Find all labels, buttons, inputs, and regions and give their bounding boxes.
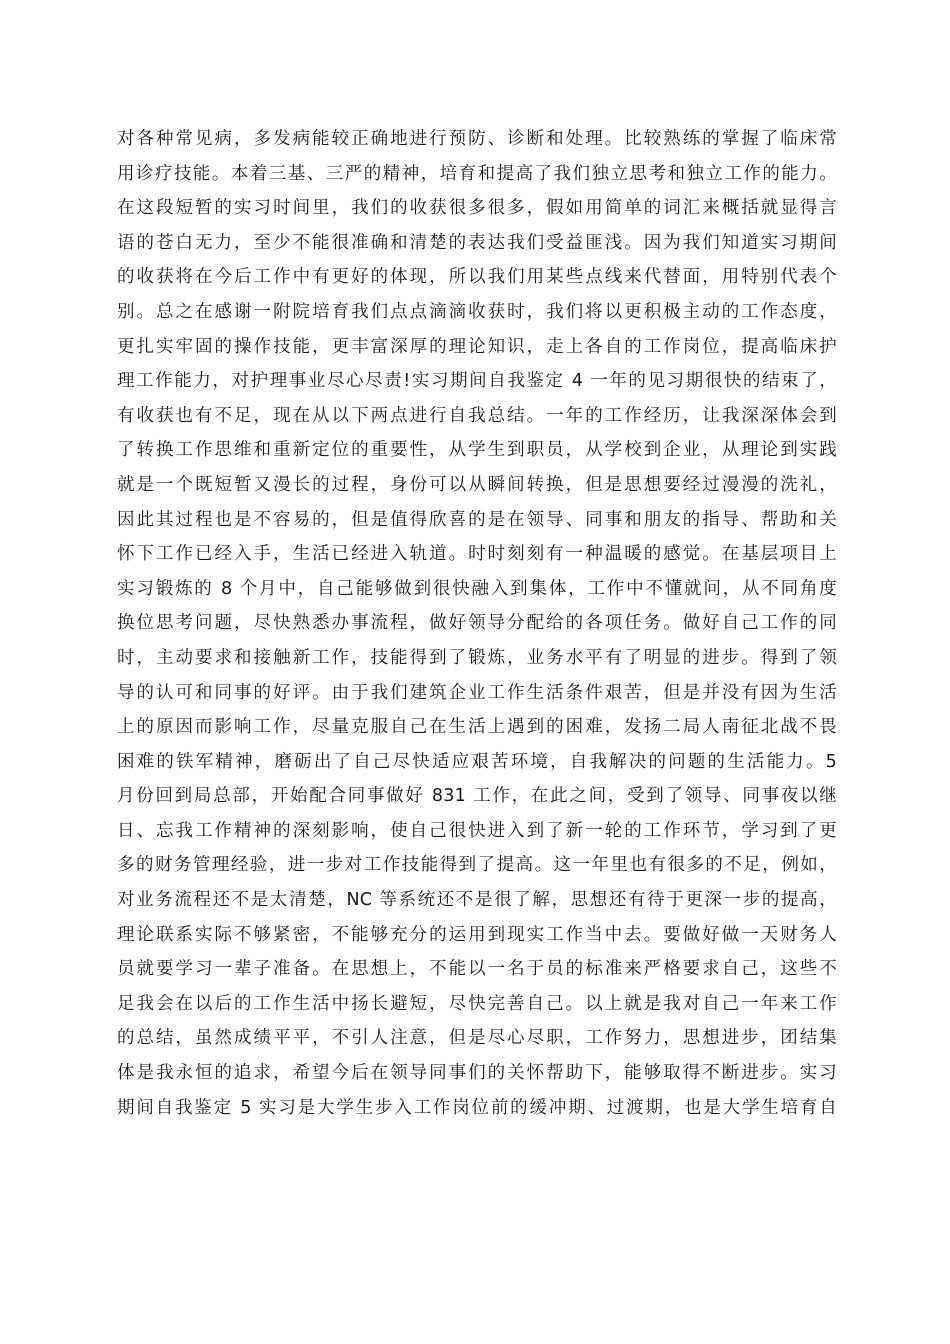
text-line: 足我会在以后的工作生活中扬长避短，尽快完善自己。以上就是我对自己一年来工作	[117, 993, 837, 1014]
text-line: 语的苍白无力，至少不能很准确和清楚的表达我们受益匪浅。因为我们知道实习期间	[117, 232, 837, 253]
body-text	[117, 122, 837, 1125]
text-line: 上的原因而影响工作，尽量克服自己在生活上遇到的困难，发扬二局人南征北战不畏	[117, 717, 837, 738]
text-line: 员就要学习一辈子准备。在思想上，不能以一名于员的标准来严格要求自己，这些不	[117, 959, 837, 980]
text-line: 理工作能力，对护理事业尽心尽责!实习期间自我鉴定 4 一年的见习期很快的结束了，	[117, 371, 837, 392]
text-line: 多的财务管理经验，进一步对工作技能得到了提高。这一年里也有很多的不足，例如，	[117, 855, 837, 876]
text-line: 导的认可和同事的好评。由于我们建筑企业工作生活条件艰苦，但是并没有因为生活	[117, 682, 837, 703]
text-line: 的总结，虽然成绩平平，不引人注意，但是尽心尽职，工作努力，思想进步，团结集	[117, 1028, 837, 1049]
text-line: 换位思考问题，尽快熟悉办事流程，做好领导分配给的各项任务。做好自己工作的同	[117, 613, 837, 634]
text-line: 的收获将在今后工作中有更好的体现，所以我们用某些点线来代替面，用特别代表个	[117, 267, 837, 288]
text-line: 实习锻炼的 8 个月中，自己能够做到很快融入到集体，工作中不懂就问，从不同角度	[117, 578, 837, 599]
text-line: 别。总之在感谢一附院培育我们点点滴滴收获时，我们将以更积极主动的工作态度，	[117, 301, 837, 322]
text-line: 日、忘我工作精神的深刻影响，使自己很快进入到了新一轮的工作环节，学习到了更	[117, 820, 837, 841]
text-line: 怀下工作已经入手，生活已经进入轨道。时时刻刻有一种温暖的感觉。在基层项目上	[117, 544, 837, 565]
text-line: 有收获也有不足，现在从以下两点进行自我总结。一年的工作经历，让我深深体会到	[117, 405, 837, 426]
text-line: 时，主动要求和接触新工作，技能得到了锻炼，业务水平有了明显的进步。得到了领	[117, 647, 837, 668]
text-line: 对各种常见病，多发病能较正确地进行预防、诊断和处理。比较熟练的掌握了临床常	[117, 129, 837, 149]
text-line: 期间自我鉴定 5 实习是大学生步入工作岗位前的缓冲期、过渡期，也是大学生培育自	[117, 1097, 837, 1118]
text-line: 月份回到局总部，开始配合同事做好 831 工作，在此之间，受到了领导、同事夜以继	[117, 786, 837, 807]
text-line: 体是我永恒的追求，希望今后在领导同事们的关怀帮助下，能够取得不断进步。实习	[117, 1063, 837, 1084]
text-line: 就是一个既短暂又漫长的过程，身份可以从瞬间转换，但是思想要经过漫漫的洗礼，	[117, 474, 837, 495]
text-line: 对业务流程还不是太清楚，NC 等系统还不是很了解，思想还有待于更深一步的提高，	[117, 890, 837, 911]
text-line: 用诊疗技能。本着三基、三严的精神，培育和提高了我们独立思考和独立工作的能力。	[117, 163, 837, 184]
text-line: 理论联系实际不够紧密，不能够充分的运用到现实工作当中去。要做好做一天财务人	[117, 924, 837, 945]
text-line: 了转换工作思维和重新定位的重要性，从学生到职员，从学校到企业，从理论到实践	[117, 440, 837, 461]
text-line: 在这段短暂的实习时间里，我们的收获很多很多，假如用简单的词汇来概括就显得言	[117, 198, 837, 219]
text-line: 因此其过程也是不容易的，但是值得欣喜的是在领导、同事和朋友的指导、帮助和关	[117, 509, 837, 530]
text-line: 更扎实牢固的操作技能，更丰富深厚的理论知识，走上各自的工作岗位，提高临床护	[117, 336, 837, 357]
text-line: 困难的铁军精神，磨砺出了自己尽快适应艰苦环境，自我解决的问题的生活能力。5	[117, 751, 837, 772]
